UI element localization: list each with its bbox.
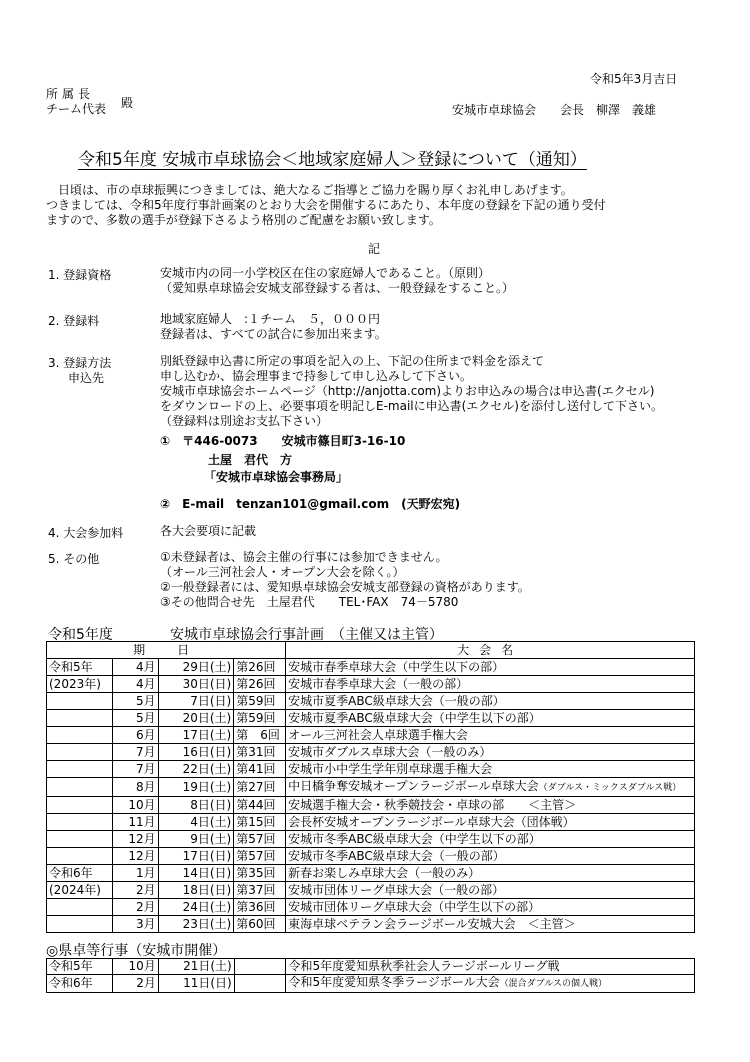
row-day: 23日(土) xyxy=(158,916,234,933)
event-name-text: 会長杯安城オープンラージボール卓球大会（団体戦） xyxy=(288,815,575,829)
event-name-text: 東海卓球ベテラン会ラージボール安城大会 ＜主管＞ xyxy=(288,917,576,931)
row-event-name xyxy=(286,848,695,865)
row-day: 20日(土) xyxy=(158,710,234,727)
section3-text xyxy=(160,354,663,429)
email-line: ② E-mail tenzan101@gmail.com (天野宏宛) xyxy=(160,497,461,511)
prefecture-row xyxy=(47,959,695,975)
row-year xyxy=(47,848,113,865)
row-year xyxy=(47,899,113,916)
intro-paragraph xyxy=(46,183,706,228)
schedule-row xyxy=(47,727,695,744)
row-number: 第57回 xyxy=(234,831,286,848)
schedule-row xyxy=(47,882,695,899)
row-number: 第44回 xyxy=(234,797,286,814)
row-month: 10月 xyxy=(112,959,158,975)
row-year xyxy=(47,710,113,727)
row-day: 4日(土) xyxy=(158,814,234,831)
issue-date: 令和5年3月吉日 xyxy=(590,72,678,86)
ki-mark: 記 xyxy=(368,242,381,256)
section5-line: ②一般登録者には、愛知県卓球協会安城支部登録の資格があります。 xyxy=(160,580,530,594)
intro-line: つきましては、令和5年度行事計画案のとおり大会を開催するにあたり、本年度の登録を下記の通り受付 xyxy=(46,198,606,212)
row-year xyxy=(47,778,113,797)
row-event-name xyxy=(286,899,695,916)
event-name-text: オール三河社会人卓球選手権大会 xyxy=(288,728,468,742)
row-year xyxy=(47,797,113,814)
section5-label: 5. その他 xyxy=(48,552,100,566)
event-name-text: 令和5年度愛知県冬季ラージボール大会 xyxy=(288,975,500,989)
row-month: 2月 xyxy=(112,882,158,899)
row-event-name xyxy=(286,778,695,797)
row-day: 24日(土) xyxy=(158,899,234,916)
event-name-text: 安城市冬季ABC級卓球大会（中学生以下の部） xyxy=(288,832,541,846)
row-month: 1月 xyxy=(112,865,158,882)
row-year xyxy=(47,744,113,761)
section3-line: （登録料は別途お支払下さい） xyxy=(160,414,329,428)
row-year xyxy=(47,916,113,933)
section5-line: ①未登録者は、協会主催の行事には参加できません。 xyxy=(160,550,448,564)
row-event-name xyxy=(286,659,695,676)
row-number: 第60回 xyxy=(234,916,286,933)
document-title: 令和5年度 安城市卓球協会＜地域家庭婦人＞登録について（通知） xyxy=(78,150,587,170)
section1-line: （愛知県卓球協会安城支部登録する者は、一般登録をすること。） xyxy=(160,281,515,295)
row-year: (2024年) xyxy=(47,882,113,899)
section2-line: 地域家庭婦人 :１チーム ５，０００円 xyxy=(160,312,381,326)
row-day: 22日(土) xyxy=(158,761,234,778)
row-month: 11月 xyxy=(112,814,158,831)
schedule-row xyxy=(47,778,695,797)
sender: 安城市卓球協会 会長 柳澤 義雄 xyxy=(452,103,657,117)
event-name-text: 安城市団体リーグ卓球大会（中学生以下の部） xyxy=(288,900,541,914)
event-name-text: 令和5年度愛知県秋季社会人ラージボールリーグ戦 xyxy=(288,959,560,973)
section1-text xyxy=(160,266,514,296)
row-number: 第26回 xyxy=(234,676,286,693)
row-blank xyxy=(234,959,286,975)
row-day: 16日(日) xyxy=(158,744,234,761)
row-year xyxy=(47,693,113,710)
row-year: 令和6年 xyxy=(47,975,113,993)
row-event-name xyxy=(286,710,695,727)
schedule-row xyxy=(47,676,695,693)
row-month: 7月 xyxy=(112,761,158,778)
schedule-row xyxy=(47,693,695,710)
row-year: 令和6年 xyxy=(47,865,113,882)
event-name-text: 新春お楽しみ卓球大会（一般のみ） xyxy=(288,866,481,880)
intro-line: 日頃は、市の卓球振興につきましては、絶大なるご指導とご協力を賜り厚くお礼申しあげます。 xyxy=(58,183,573,197)
row-month: 5月 xyxy=(112,710,158,727)
section3-label2: 申込先 xyxy=(68,371,105,385)
row-month: 12月 xyxy=(112,831,158,848)
row-month: 2月 xyxy=(112,975,158,993)
row-year: 令和5年 xyxy=(47,959,113,975)
row-number: 第 6回 xyxy=(234,727,286,744)
row-month: 7月 xyxy=(112,744,158,761)
row-month: 2月 xyxy=(112,899,158,916)
section1-line: 安城市内の同一小学校区在住の家庭婦人であること。（原則） xyxy=(160,266,491,280)
row-number: 第27回 xyxy=(234,778,286,797)
row-year: 令和5年 xyxy=(47,659,113,676)
address-line1: ① 〒446-0073 安城市篠目町3-16-10 xyxy=(160,434,406,448)
section3-label: 3. 登録方法 xyxy=(48,356,112,370)
schedule-row xyxy=(47,848,695,865)
event-name-text: 中日橋争奪安城オープンラージボール卓球大会 xyxy=(288,779,539,793)
event-name-text: 安城市団体リーグ卓球大会（一般の部） xyxy=(288,883,505,897)
row-year xyxy=(47,761,113,778)
row-number: 第37回 xyxy=(234,882,286,899)
header-date: 期 日 xyxy=(47,642,286,659)
schedule-row xyxy=(47,761,695,778)
row-event-name xyxy=(286,761,695,778)
schedule-header-row xyxy=(47,642,695,659)
section3-line: 申し込むか、協会理事まで持参して申し込みして下さい。 xyxy=(160,369,473,383)
section4-text: 各大会要項に記載 xyxy=(160,524,257,538)
event-name-text: 安城市ダブルス卓球大会（一般のみ） xyxy=(288,745,492,759)
row-month: 4月 xyxy=(112,676,158,693)
row-month: 3月 xyxy=(112,916,158,933)
row-month: 8月 xyxy=(112,778,158,797)
section3-line: 別紙登録申込書に所定の事項を記入の上、下記の住所まで料金を添えて xyxy=(160,354,545,368)
row-month: 4月 xyxy=(112,659,158,676)
section5-line: ③その他問合せ先 土屋君代 TEL･FAX 74－5780 xyxy=(160,595,459,609)
section2-line: 登録者は、すべての試合に参加出来ます。 xyxy=(160,327,387,341)
section4-label: 4. 大会参加料 xyxy=(48,526,124,540)
row-number: 第59回 xyxy=(234,710,286,727)
row-year xyxy=(47,727,113,744)
row-day: 18日(日) xyxy=(158,882,234,899)
row-year: (2023年) xyxy=(47,676,113,693)
row-event-name xyxy=(286,693,695,710)
schedule-title-right: 安城市卓球協会行事計画 （主催又は主管） xyxy=(170,627,443,643)
row-event-name xyxy=(286,975,695,993)
section2-text xyxy=(160,312,387,342)
row-number: 第26回 xyxy=(234,659,286,676)
prefecture-row xyxy=(47,975,695,993)
row-event-name xyxy=(286,882,695,899)
row-event-name xyxy=(286,959,695,975)
row-event-name xyxy=(286,744,695,761)
row-event-name xyxy=(286,916,695,933)
section1-label: 1. 登録資格 xyxy=(48,268,112,282)
schedule-row xyxy=(47,865,695,882)
schedule-table xyxy=(46,641,695,933)
row-number: 第59回 xyxy=(234,693,286,710)
event-name-text: 安城市夏季ABC級卓球大会（一般の部） xyxy=(288,694,505,708)
schedule-row xyxy=(47,814,695,831)
row-day: 8日(日) xyxy=(158,797,234,814)
row-event-name xyxy=(286,865,695,882)
row-event-name xyxy=(286,831,695,848)
schedule-row xyxy=(47,797,695,814)
row-day: 17日(日) xyxy=(158,848,234,865)
row-month: 10月 xyxy=(112,797,158,814)
prefecture-title: ◎県卓等行事（安城市開催） xyxy=(46,943,227,959)
row-event-name xyxy=(286,814,695,831)
row-year xyxy=(47,814,113,831)
row-number: 第36回 xyxy=(234,899,286,916)
row-month: 6月 xyxy=(112,727,158,744)
event-name-text: 安城市冬季ABC級卓球大会（一般の部） xyxy=(288,849,505,863)
event-name-text: 安城選手権大会・秋季競技会・卓球の部 ＜主管＞ xyxy=(288,798,577,812)
row-day: 30日(日) xyxy=(158,676,234,693)
section5-text xyxy=(160,550,530,610)
address-line3: 「安城市卓球協会事務局」 xyxy=(204,470,349,484)
row-number: 第41回 xyxy=(234,761,286,778)
address-line2: 土屋 君代 方 xyxy=(208,453,293,467)
row-day: 19日(土) xyxy=(158,778,234,797)
event-note: （混合ダブルスの個人戦） xyxy=(499,979,607,989)
section2-label: 2. 登録料 xyxy=(48,314,100,328)
honorific: 殿 xyxy=(121,96,134,110)
addressee-line2: チーム代表 xyxy=(46,102,107,116)
row-event-name xyxy=(286,727,695,744)
row-day: 29日(土) xyxy=(158,659,234,676)
event-name-text: 安城市春季卓球大会（中学生以下の部） xyxy=(288,660,505,674)
schedule-row xyxy=(47,899,695,916)
addressee-line1: 所属長 xyxy=(46,87,95,101)
schedule-row xyxy=(47,710,695,727)
row-blank xyxy=(234,975,286,993)
section3-line: 安城市卓球協会ホームページ（http://anjotta.com)よりお申込みの場合は申込書(エクセル) xyxy=(160,384,655,398)
row-number: 第31回 xyxy=(234,744,286,761)
header-name: 大会名 xyxy=(286,642,695,659)
section3-line: をダウンロードの上、必要事項を明記しE-mailに申込書(エクセル)を添付し送付して下さい。 xyxy=(160,399,663,413)
row-day: 17日(土) xyxy=(158,727,234,744)
row-number: 第15回 xyxy=(234,814,286,831)
schedule-row xyxy=(47,744,695,761)
intro-line: ますので、多数の選手が登録下さるよう格別のご配慮をお願い致します。 xyxy=(46,213,441,227)
row-event-name xyxy=(286,797,695,814)
row-year xyxy=(47,831,113,848)
schedule-row xyxy=(47,916,695,933)
event-name-text: 安城市小中学生学年別卓球選手権大会 xyxy=(288,762,493,776)
row-number: 第57回 xyxy=(234,848,286,865)
schedule-row xyxy=(47,659,695,676)
row-event-name xyxy=(286,676,695,693)
row-month: 5月 xyxy=(112,693,158,710)
row-day: 21日(土) xyxy=(158,959,234,975)
row-day: 14日(日) xyxy=(158,865,234,882)
event-note: （ダブルス・ミックスダブルス戦） xyxy=(538,783,682,793)
row-number: 第35回 xyxy=(234,865,286,882)
section5-line: （オール三河社会人・オープン大会を除く。） xyxy=(160,565,405,579)
event-name-text: 安城市春季卓球大会（一般の部） xyxy=(288,677,469,691)
schedule-title-left: 令和5年度 xyxy=(48,627,113,643)
row-day: 7日(日) xyxy=(158,693,234,710)
event-name-text: 安城市夏季ABC級卓球大会（中学生以下の部） xyxy=(288,711,541,725)
row-day: 11日(日) xyxy=(158,975,234,993)
prefecture-table xyxy=(46,958,695,993)
row-day: 9日(土) xyxy=(158,831,234,848)
row-month: 12月 xyxy=(112,848,158,865)
schedule-row xyxy=(47,831,695,848)
